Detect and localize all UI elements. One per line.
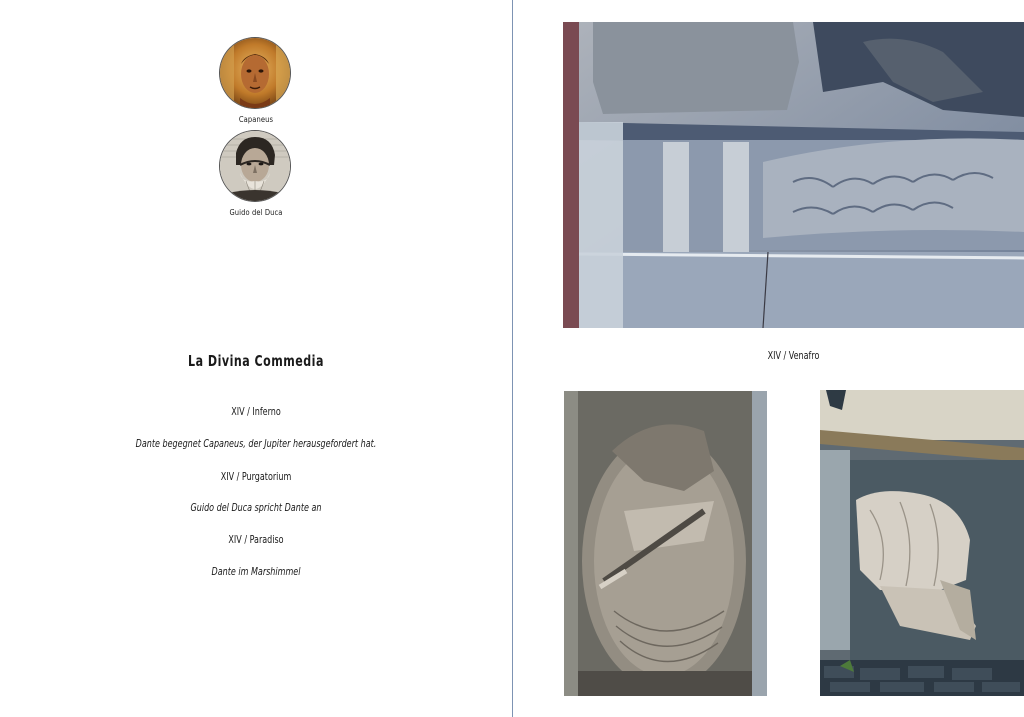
paradiso-description: Dante im Marshimmel <box>211 566 301 578</box>
relief-fasces-photo <box>563 22 1024 328</box>
capaneus-caption: Capaneus <box>238 115 274 124</box>
relief-figure-photo <box>564 391 767 696</box>
capaneus-portrait-icon <box>220 38 290 108</box>
photo-caption: XIV / Venafro <box>767 350 820 362</box>
guido-del-duca-caption: Guido del Duca <box>229 208 283 217</box>
paradiso-heading: XIV / Paradiso <box>228 534 284 546</box>
inferno-description: Dante begegnet Capaneus, der Jupiter herausgefordert hat. <box>135 438 377 450</box>
page-divider <box>512 0 513 717</box>
purgatorium-heading: XIV / Purgatorium <box>220 471 292 483</box>
inferno-heading: XIV / Inferno <box>231 406 281 418</box>
purgatorium-description: Guido del Duca spricht Dante an <box>190 502 322 514</box>
guido-del-duca-portrait-icon <box>220 131 290 201</box>
page-title: La Divina Commedia <box>188 352 324 370</box>
headless-statue-photo <box>820 390 1024 696</box>
